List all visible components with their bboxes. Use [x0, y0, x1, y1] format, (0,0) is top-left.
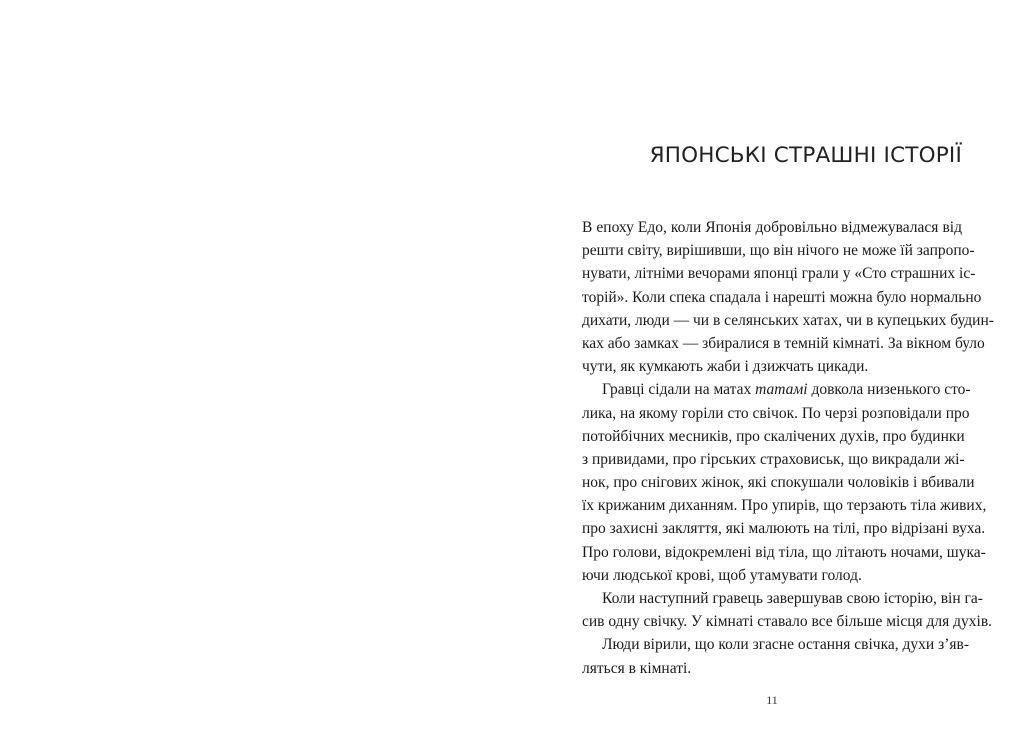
body-text — [582, 216, 994, 680]
text-run: Гравці сідали на матах — [602, 381, 756, 399]
text-line: нок, про снігових жінок, які спокушали чоловіків і вбивали — [582, 474, 975, 492]
italic-term: татамі — [755, 381, 808, 399]
text-line: ючи людської крові, щоб утамувати голод. — [582, 566, 862, 584]
text-line-with-italic — [582, 378, 971, 401]
text-line: нувати, літніми вечорами японці грали у «Сто страшних іс- — [582, 265, 976, 283]
text-line: В епоху Едо, коли Японія добровільно відмежувалася від — [582, 219, 962, 236]
text-line: їх крижаним диханням. Про упирів, що терзають тіла живих, — [582, 497, 987, 515]
text-line: потойбічних месників, про скалічених духів, про будинки — [582, 427, 965, 445]
text-line: Коли наступний гравець завершував свою історію, він га- — [602, 590, 983, 607]
text-line: з привидами, про гірських страховиськ, що викрадали жі- — [582, 450, 965, 468]
text-line: ляться в кімнаті. — [582, 659, 692, 677]
text-line: лика, на якому горіли сто свічок. По черзі розповідали про — [582, 404, 970, 422]
text-line: про захисні закляття, які малюють на тілі, про відрізані вуха. — [582, 520, 986, 538]
text-run: довкола низенького сто- — [807, 381, 971, 399]
text-line: дихати, люди — чи в селянських хатах, чи в купецьких будин- — [582, 311, 994, 329]
text-line: чути, як кумкають жаби і дзижчать цикади. — [582, 358, 869, 376]
page-number: 11 — [766, 693, 778, 707]
text-line: Люди вірили, що коли згасне остання свічка, духи з’яв- — [602, 636, 969, 654]
chapter-title: ЯПОНСЬКІ СТРАШНІ ІСТОРІЇ — [649, 143, 962, 168]
text-line: решти світу, вирішивши, що він нічого не може їй запропо- — [582, 242, 975, 260]
text-line: торій». Коли спека спадала і нарешті можна було нормально — [582, 288, 982, 306]
text-line: сив одну свічку. У кімнаті ставало все більше місця для духів. — [582, 613, 993, 631]
text-line: Про голови, відокремлені від тіла, що літають ночами, шука- — [582, 543, 986, 561]
text-line: ках або замках — збиралися в темній кімнаті. За вікном було — [582, 334, 985, 352]
